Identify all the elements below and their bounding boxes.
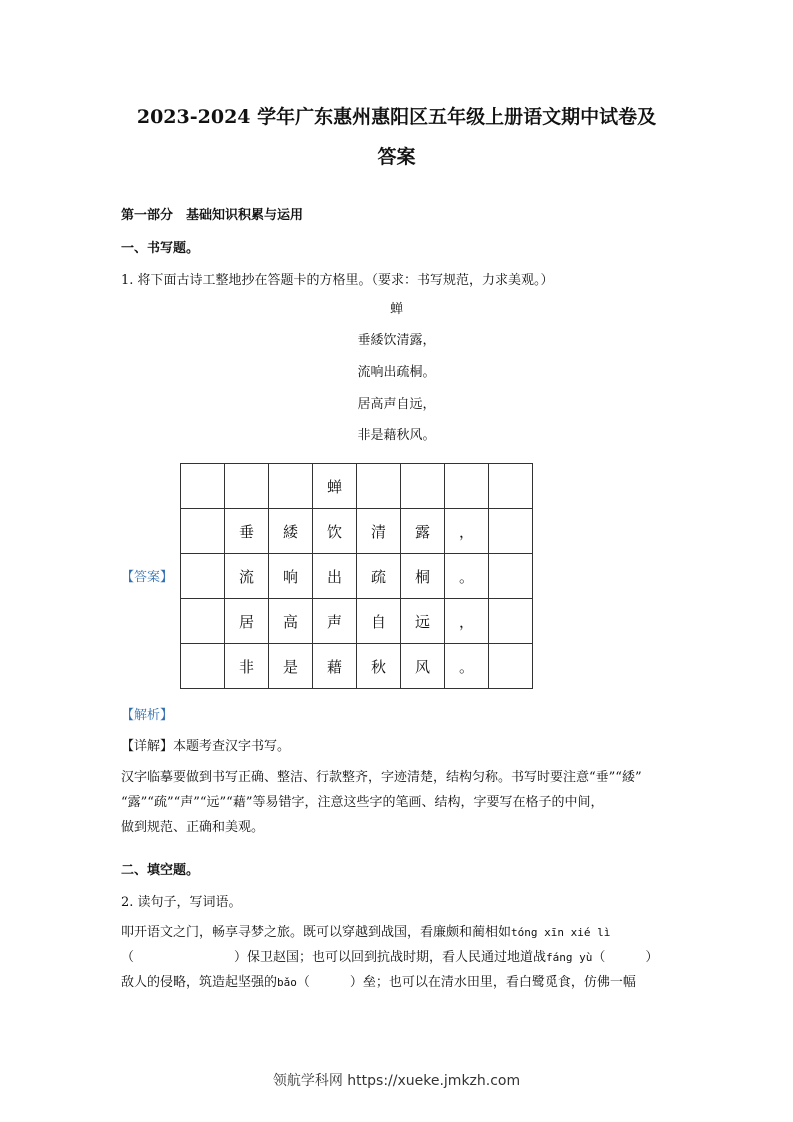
grid-cell <box>357 464 401 509</box>
grid-cell <box>489 599 533 644</box>
grid-cell <box>401 464 445 509</box>
section-heading-1: 一、书写题。 <box>121 241 200 256</box>
grid-cell: ， <box>445 509 489 554</box>
explanation-line: 汉字临摹要做到书写正确、整洁、行款整齐，字迹清楚，结构匀称。书写时要注意“垂”“緌” <box>121 770 642 785</box>
grid-cell: 响 <box>269 554 313 599</box>
grid-cell <box>181 554 225 599</box>
part-heading: 第一部分 基础知识积累与运用 <box>121 208 304 223</box>
answer-label: 【答案】 <box>121 570 174 585</box>
grid-cell <box>181 599 225 644</box>
question-2-text <box>121 920 672 995</box>
pinyin-prompt: bǎo <box>277 976 297 989</box>
grid-cell <box>181 464 225 509</box>
question-2: 2. 读句子，写词语。 <box>121 895 242 910</box>
grid-cell: 清 <box>357 509 401 554</box>
bracket-open: （ <box>592 950 606 965</box>
q2-text: ）垒；也可以在清水田里，看白鹭觅食，仿佛一幅 <box>349 975 636 990</box>
grid-cell: 居 <box>225 599 269 644</box>
bracket-open: （ <box>296 975 310 990</box>
grid-row <box>181 554 533 599</box>
bracket-open: （ <box>121 950 135 965</box>
detail-text: 【详解】本题考查汉字书写。 <box>121 739 291 754</box>
grid-cell <box>269 464 313 509</box>
document-title-line1: 2023-2024 学年广东惠州惠阳区五年级上册语文期中试卷及 <box>136 106 657 128</box>
q2-text: 叩开语文之门，畅享寻梦之旅。既可以穿越到战国，看廉颇和蔺相如 <box>121 925 512 940</box>
grid-cell: 高 <box>269 599 313 644</box>
q2-text: 敌人的侵略，筑造起坚强的 <box>121 975 278 990</box>
grid-cell: 。 <box>445 554 489 599</box>
poem-line: 垂緌饮清露， <box>357 333 436 348</box>
explanation-line: “露”“疏”“声”“远”“藉”等易错字，注意这些字的笔画、结构，字要写在格子的中间， <box>121 795 604 810</box>
q2-text: ）保卫赵国；也可以回到抗战时期，看人民通过地道战 <box>234 950 547 965</box>
poem-line: 居高声自远， <box>357 397 436 412</box>
poem-title: 蝉 <box>389 302 403 317</box>
grid-cell: 声 <box>313 599 357 644</box>
grid-row <box>181 599 533 644</box>
grid-cell <box>489 509 533 554</box>
analysis-label: 【解析】 <box>121 708 174 723</box>
grid-row <box>181 509 533 554</box>
grid-cell: 桐 <box>401 554 445 599</box>
grid-cell: 饮 <box>313 509 357 554</box>
section-heading-2: 二、填空题。 <box>121 863 200 878</box>
grid-cell: 垂 <box>225 509 269 554</box>
grid-cell: 露 <box>401 509 445 554</box>
pinyin-prompt: fáng yù <box>546 951 593 964</box>
answer-grid <box>180 463 533 689</box>
bracket-close: ） <box>645 950 659 965</box>
grid-cell <box>489 554 533 599</box>
grid-cell <box>181 644 225 689</box>
grid-cell <box>225 464 269 509</box>
grid-cell: 自 <box>357 599 401 644</box>
grid-cell: ， <box>445 599 489 644</box>
pinyin-prompt: tóng xīn xié lì <box>511 926 611 939</box>
grid-cell: 疏 <box>357 554 401 599</box>
grid-cell: 远 <box>401 599 445 644</box>
explanation-line: 做到规范、正确和美观。 <box>121 820 265 835</box>
grid-cell: 是 <box>269 644 313 689</box>
grid-cell: 风 <box>401 644 445 689</box>
grid-cell <box>489 644 533 689</box>
grid-cell: 出 <box>313 554 357 599</box>
grid-cell <box>445 464 489 509</box>
explanation <box>121 765 672 840</box>
grid-cell: 非 <box>225 644 269 689</box>
poem-line: 非是藉秋风。 <box>357 428 436 443</box>
grid-cell: 流 <box>225 554 269 599</box>
document-title-line2: 答案 <box>377 146 416 168</box>
grid-cell: 藉 <box>313 644 357 689</box>
grid-cell <box>181 509 225 554</box>
question-1: 1. 将下面古诗工整地抄在答题卡的方格里。（要求：书写规范，力求美观。） <box>121 273 554 288</box>
grid-cell: 。 <box>445 644 489 689</box>
grid-cell: 緌 <box>269 509 313 554</box>
grid-cell: 秋 <box>357 644 401 689</box>
footer-watermark: 领航学科网 https://xueke.jmkzh.com <box>272 1073 521 1089</box>
grid-cell: 蝉 <box>313 464 357 509</box>
poem-line: 流响出疏桐。 <box>357 365 436 380</box>
grid-row <box>181 464 533 509</box>
grid-row <box>181 644 533 689</box>
grid-cell <box>489 464 533 509</box>
